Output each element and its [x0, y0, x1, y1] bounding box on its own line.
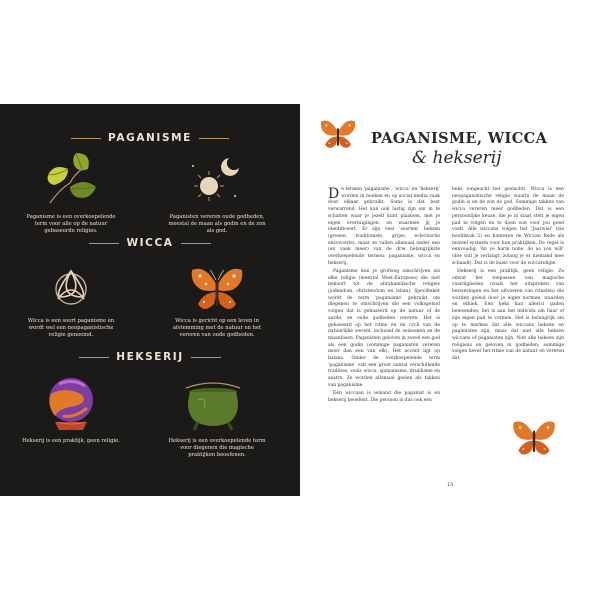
section-title-wicca	[0, 237, 300, 249]
text-column-1	[328, 187, 440, 406]
section-title-text: WICCA	[126, 237, 174, 249]
leaves-icon	[40, 149, 102, 211]
paragraph	[328, 187, 440, 267]
divider-rule	[89, 243, 119, 244]
paragraph-text: e termen ‘paganisme’, ‘wicca’ en ‘hekserij’ worden in boeken en op social media vaak door elkaar gebruikt. Soms is dat best verwarrend. Het kan ook lastig zijn om in te schatten waar je jezelf kunt plaatsen, met je eigen overtuigingen, en waarmee jij je identificeert. Er zijn veel ‘soorten’ heksen (groene, traditionele, grijze, eclectische enzovoorts), maar ze vallen allemaal onder een (en vaak meer) van de drie belangrijkste overkoepelende termen: paganisme, wicca en hekserij.	[328, 187, 440, 266]
paragraph: heks (ongeacht het geslacht). Wicca is een neopaganistische religie waarin de maan de godin is en de zon de god. Sommige takken van wicca vereren meer godheden. Dat is een persoonlijke keuze, die je in staat stelt je eigen pad te volgen en te doen wat voor jou goed voelt. Alle wiccans volgen het ‘Jaarwiel’ (zie hoofdstuk 2) en hanteren de Wiccan Rede als moreel systeem voor hun praktijken. De regel is eenvoudig: ‘An ye harm none, do as you will’ (doe wat je verlangt, zolang je er niemand mee schaadt). Dat is de basis voor de wiccareligie.	[452, 187, 564, 266]
section-title-paganisme	[0, 132, 300, 144]
triquetra-icon	[44, 261, 98, 315]
caption-crystal-ball: Hekserij is een praktijk, geen religie.	[22, 438, 120, 444]
caption-sun-moon: Paganisten vereren oude godheden, meestal de maan als godin en de zon als god.	[168, 214, 266, 234]
paragraph: Hekserij is een praktijk, geen religie. Ze omvat het toepassen van magische vaardigheden (zoals het uitspreken van bezweringen en het uitvoeren van rituelen) die worden geleid door je eigen normen, waarden en ethiek. Een heks kan alleríci gaden beweenden; het is aan het individu om haar of zijn eigen pad te vormen. Het is belangrijk om op te merken dat alle wiccans heksen en paganisten zijn, maar dat niet alle heksen wiccans of paganisten zijn. Niet alle heksen zijn religieus en geloven in godheden; sommige volgen liever het ritme van de natuur en vereren dat.	[452, 268, 564, 362]
butterfly-icon	[188, 262, 246, 318]
page-subtitle: & hekserij	[412, 148, 502, 168]
right-page	[300, 104, 600, 496]
cauldron-icon	[178, 374, 248, 434]
crystal-ball-icon	[41, 372, 101, 438]
caption-leaves: Paganisme is een overkoepelende term voor alle op de natuur gebaseerde religies.	[26, 214, 116, 234]
divider-rule	[181, 243, 211, 244]
divider-rule	[191, 357, 221, 358]
section-title-text: PAGANISME	[108, 132, 192, 144]
caption-butterfly: Wicca is gericht op een leven in afstemming met de natuur en het vereren van oude godheden.	[172, 318, 262, 338]
dropcap: D	[328, 186, 340, 202]
book-spread	[0, 104, 600, 496]
text-column-2	[452, 187, 564, 364]
caption-knot: Wicca is een soort paganisme en wordt wel een neopaganistische religie genoemd.	[27, 318, 115, 338]
sun-moon-icon	[185, 152, 245, 210]
section-title-hekserij	[0, 351, 300, 363]
paragraph: Paganisme kun je grofweg omschrijven als elke religie (meestal West-Europees) die niet behoort tot de abrahamitische religies (jodendom, christendom en islam). Specifieker wordt de term ‘paganisme’ gebruikt om diegenen te omschrijven die een volksgeloof volgen dat is gebaseerd op de natuur of de aarde, en oude godheden vereren. Het is gebaseerd op het ritme en de cycli van de natuurlijke wereld, inclusief de seizoenen en de maanfasen. Paganisten geloven in zowel een god als een godin (sommige paganisten vereren meer dan een van elk). Het accent ligt op balans. Onder de overkoepelende term ‘paganisme’ valt een groot aantal verschillende tradities, zoals wicca, sjamanisme, druïdisme en asatru. Ze worden allemaal gezien als takken van paganisme.	[328, 268, 440, 388]
page-title: PAGANISME, WICCA	[371, 130, 548, 147]
caption-cauldron: Hekserij is een overkoepelende term voor diegenen die magische praktijken beoefenen.	[168, 438, 266, 458]
left-page	[0, 104, 300, 496]
divider-rule	[71, 138, 101, 139]
page-number: 15	[447, 482, 454, 488]
spacer	[182, 254, 183, 255]
butterfly-icon	[318, 116, 358, 154]
divider-rule	[79, 357, 109, 358]
section-title-text: HEKSERIJ	[116, 351, 184, 363]
paragraph: Een wiccaan is iemand die paganist is en hekserij beoefent. Die persoon is dus ook een	[328, 391, 440, 403]
divider-rule	[199, 138, 229, 139]
butterfly-icon	[510, 416, 558, 462]
